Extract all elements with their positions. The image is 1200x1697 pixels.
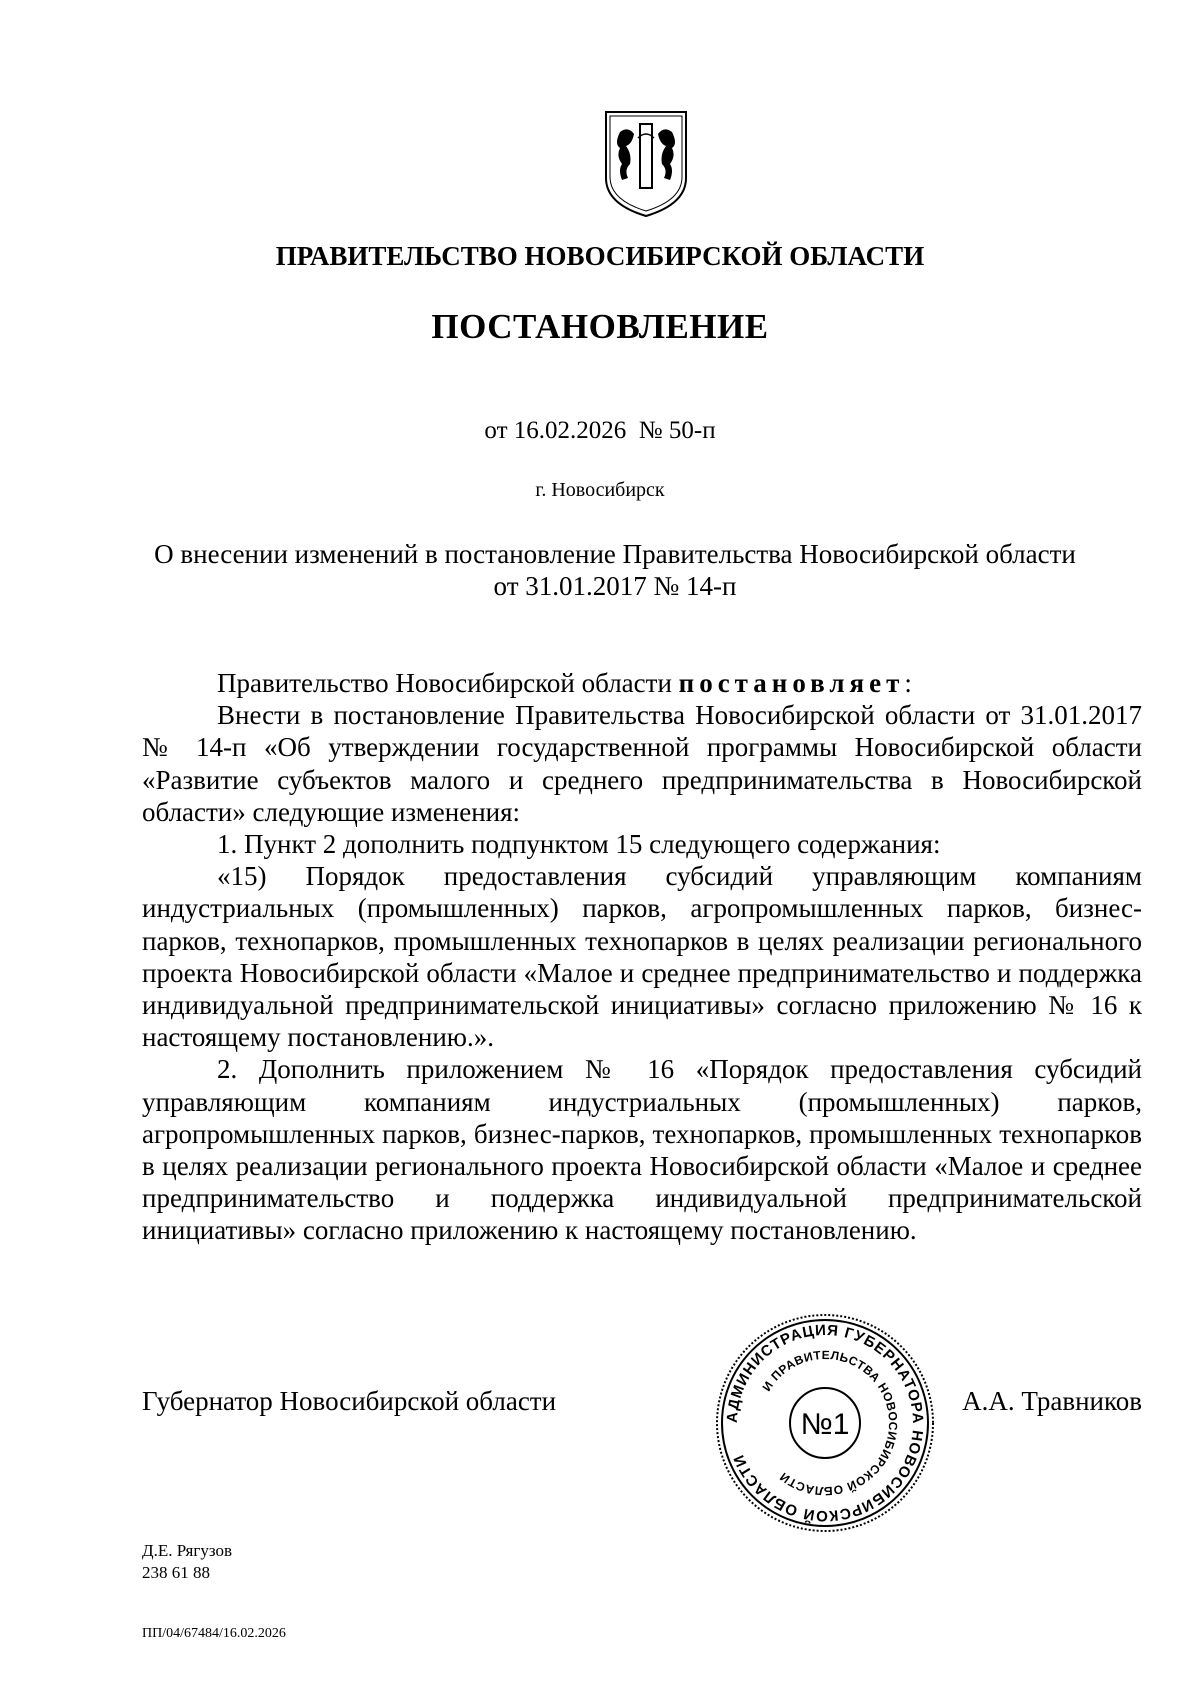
subject-line-1: О внесении изменений в постановление Правительства Новосибирской области <box>154 539 1076 569</box>
document-subject <box>150 538 1080 602</box>
executor-name: Д.Е. Рягузов <box>142 1541 232 1560</box>
organization-title: ПРАВИТЕЛЬСТВО НОВОСИБИРСКОЙ ОБЛАСТИ <box>275 241 925 271</box>
city: г. Новосибирск <box>535 479 665 501</box>
executor-phone: 238 61 88 <box>142 1563 210 1582</box>
body-paragraph-resolves <box>142 667 1142 699</box>
official-seal-stamp <box>712 1310 938 1536</box>
signatory-name: А.А. Травников <box>962 1386 1142 1416</box>
body-paragraph-item-1: 1. Пункт 2 дополнить подпунктом 15 следующего содержания: <box>217 829 941 860</box>
date-number-line: от 16.02.2026 № 50-п <box>484 417 716 444</box>
seal-inner-text: И ПРАВИТЕЛЬСТВА НОВОСИБИРСКОЙ ОБЛАСТИ <box>759 1347 901 1499</box>
resolves-colon: : <box>904 668 912 698</box>
body-paragraph-item-2: 2. Дополнить приложением № 16 «Порядок предоставления субсидий управляющим компаниям индустриальных (промышленных) парков, агропромышленных парков, бизнес-парков, технопарков, промышленных технопарков в целях реализации регионального проекта Новосибирской области «Малое и среднее предпринимательство и поддержка индивидуальной предпринимательской инициативы» согласно приложению к настоящему постановлению. <box>142 1054 1142 1246</box>
signatory-title: Губернатор Новосибирской области <box>142 1386 557 1416</box>
resolves-intro: Правительство Новосибирской области <box>217 668 679 698</box>
body-paragraph-amend: Внести в постановление Правительства Новосибирской области от 31.01.2017 № 14-п «Об утверждении государственной программы Новосибирской области «Развитие субъектов малого и среднего предпринимательства в Новосибирской области» следующие изменения: <box>142 700 1142 827</box>
seal-outer-text: АДМИНИСТРАЦИЯ ГУБЕРНАТОРА НОВОСИБИРСКОЙ ОБЛАСТИ <box>723 1321 927 1525</box>
subject-line-2: от 31.01.2017 № 14-п <box>493 571 737 601</box>
seal-number: №1 <box>800 1408 850 1441</box>
coat-of-arms-icon <box>600 108 692 220</box>
document-body <box>142 667 1142 1247</box>
document-id: ПП/04/67484/16.02.2026 <box>142 1626 286 1641</box>
executor-block <box>142 1540 232 1584</box>
resolves-word: постановляет <box>678 668 905 698</box>
document-type: ПОСТАНОВЛЕНИЕ <box>431 307 769 346</box>
body-paragraph-subitem-15: «15) Порядок предоставления субсидий управляющим компаниям индустриальных (промышленных) парков, агропромышленных парков, бизнес-парков, технопарков, промышленных технопарков в целях реализации регионального проекта Новосибирской области «Малое и среднее предпринимательство и поддержка индивидуальной предпринимательской инициативы» согласно приложению № 16 к настоящему постановлению.». <box>142 861 1142 1053</box>
